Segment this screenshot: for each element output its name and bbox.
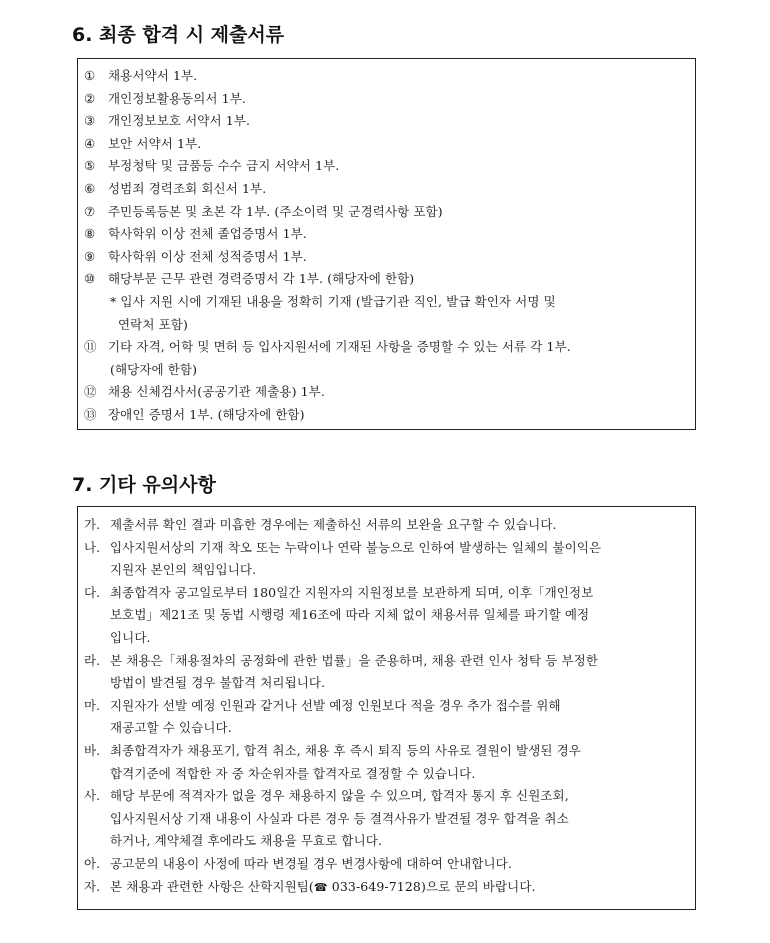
note-line: * 입사 지원 시에 기재된 내용을 정확히 기재 (발급기관 직인, 발급 확인자 서명 및 xyxy=(110,293,556,309)
item-text: 보안 서약서 1부. xyxy=(108,135,202,151)
item-number: ⑥ xyxy=(84,180,96,196)
notes-box xyxy=(77,506,696,910)
item-text: 개인정보보호 서약서 1부. xyxy=(108,113,251,129)
notice-text-continued: 입사지원서상 기재 내용이 사실과 다른 경우 등 결격사유가 발견될 경우 합격을 취소 xyxy=(110,810,569,826)
item-number: ② xyxy=(84,90,96,106)
item-text-continued: (해당자에 한함) xyxy=(110,361,198,377)
notice-marker: 바. xyxy=(84,742,101,758)
item-text: 개인정보활용동의서 1부. xyxy=(108,90,246,106)
document-item xyxy=(84,178,687,201)
document-item xyxy=(84,88,687,111)
item-number: ⑪ xyxy=(84,339,97,355)
note-line: 연락처 포함) xyxy=(118,316,188,332)
notice-item xyxy=(84,582,687,605)
notice-marker: 아. xyxy=(84,855,101,871)
document-item xyxy=(84,268,687,291)
item-text: 주민등록등본 및 초본 각 1부. (주소이력 및 군경력사항 포함) xyxy=(108,203,443,219)
item-number: ④ xyxy=(84,135,96,151)
notice-text-continued: 재공고할 수 있습니다. xyxy=(110,720,232,736)
documents-box xyxy=(77,58,696,430)
item-text: 채용 신체검사서(공공기관 제출용) 1부. xyxy=(108,384,325,400)
notice-marker: 라. xyxy=(84,652,101,668)
notice-text-continued: 합격기준에 적합한 자 중 차순위자를 합격자로 결정할 수 있습니다. xyxy=(110,765,476,781)
notice-marker: 사. xyxy=(84,788,101,804)
item-number: ⑦ xyxy=(84,203,96,219)
notice-item xyxy=(84,740,687,763)
notice-marker: 자. xyxy=(84,878,101,894)
phone-number: 033-649-7128 xyxy=(327,878,421,894)
item-number: ① xyxy=(84,68,96,83)
notice-item xyxy=(84,650,687,673)
notice-item xyxy=(84,785,687,808)
document-item xyxy=(84,381,687,404)
notice-item xyxy=(84,876,687,900)
item-text: 장애인 증명서 1부. (해당자에 한함) xyxy=(108,406,305,422)
notice-item xyxy=(84,695,687,718)
notice-item xyxy=(84,853,687,876)
document-item xyxy=(84,246,687,269)
notice-text: 지원자가 선발 예정 인원과 같거나 선발 예정 인원보다 적을 경우 추가 접수를 위해 xyxy=(110,697,561,713)
item-text: 채용서약서 1부. xyxy=(108,68,198,83)
notice-text: 본 채용은「채용절차의 공정화에 관한 법률」을 준용하며, 채용 관련 인사 청탁 등 부정한 xyxy=(110,652,599,668)
item-text: 학사학위 이상 전체 성적증명서 1부. xyxy=(108,248,307,264)
notice-marker: 나. xyxy=(84,539,101,555)
document-item xyxy=(84,133,687,156)
notice-text-continued: 방법이 발견될 경우 불합격 처리됩니다. xyxy=(110,675,326,691)
document-item xyxy=(84,110,687,133)
notice-item xyxy=(84,514,687,537)
notice-item xyxy=(84,537,687,560)
notice-marker: 마. xyxy=(84,697,101,713)
item-number: ⑬ xyxy=(84,406,97,422)
notice-text-continued: 입니다. xyxy=(110,629,151,645)
notice-text: 공고문의 내용이 사정에 따라 변경될 경우 변경사항에 대하여 안내합니다. xyxy=(110,855,512,871)
notice-marker: 다. xyxy=(84,584,101,600)
section-6-title: 6. 최종 합격 시 제출서류 xyxy=(72,24,285,46)
notice-text: 최종합격자가 채용포기, 합격 취소, 채용 후 즉시 퇴직 등의 사유로 결원이 발생된 경우 xyxy=(110,742,581,758)
item-number: ⑤ xyxy=(84,158,96,174)
notice-marker: 가. xyxy=(84,517,101,532)
notice-text-continued: 하거나, 계약체결 후에라도 채용을 무효로 합니다. xyxy=(110,833,383,849)
item-number: ⑩ xyxy=(84,271,96,287)
document-item xyxy=(84,201,687,224)
document-item xyxy=(84,155,687,178)
section-7-title: 7. 기타 유의사항 xyxy=(72,474,216,496)
item-text: 성범죄 경력조회 회신서 1부. xyxy=(108,180,267,196)
notice-text-continued: 보호법」제21조 및 동법 시행령 제16조에 따라 지체 없이 채용서류 일체를 파기할 예정 xyxy=(110,607,590,623)
item-text: 기타 자격, 어학 및 면허 등 입사지원서에 기재된 사항을 증명할 수 있는 서류 각 1부. xyxy=(108,339,571,355)
notice-text: 제출서류 확인 결과 미흡한 경우에는 제출하신 서류의 보완을 요구할 수 있습니다. xyxy=(110,517,557,532)
notice-text: 본 채용과 관련한 사항은 산학지원팀( xyxy=(110,878,314,894)
notice-text: 입사지원서상의 기재 착오 또는 누락이나 연락 불능으로 인하여 발생하는 일체의 불이익은 xyxy=(110,539,602,555)
item-number: ⑧ xyxy=(84,226,96,242)
item-number: ⑫ xyxy=(84,384,97,400)
document-item xyxy=(84,336,687,359)
item-number: ⑨ xyxy=(84,248,96,264)
item-text: 학사학위 이상 전체 졸업증명서 1부. xyxy=(108,226,307,242)
phone-icon: ☎ xyxy=(313,880,328,894)
item-number: ③ xyxy=(84,113,96,129)
notice-text: 최종합격자 공고일로부터 180일간 지원자의 지원정보를 보관하게 되며, 이후「개인정보 xyxy=(110,584,594,600)
document-item xyxy=(84,65,687,88)
document-item xyxy=(84,404,687,427)
document-item xyxy=(84,223,687,246)
notice-text: )으로 문의 바랍니다. xyxy=(420,878,536,894)
notice-text-continued: 지원자 본인의 책임입니다. xyxy=(110,562,257,578)
item-text: 부정청탁 및 금품등 수수 금지 서약서 1부. xyxy=(108,158,340,174)
item-text: 해당부문 근무 관련 경력증명서 각 1부. (해당자에 한함) xyxy=(108,271,415,287)
notice-text: 해당 부문에 적격자가 없을 경우 채용하지 않을 수 있으며, 합격자 통지 후 신원조회, xyxy=(110,788,569,804)
